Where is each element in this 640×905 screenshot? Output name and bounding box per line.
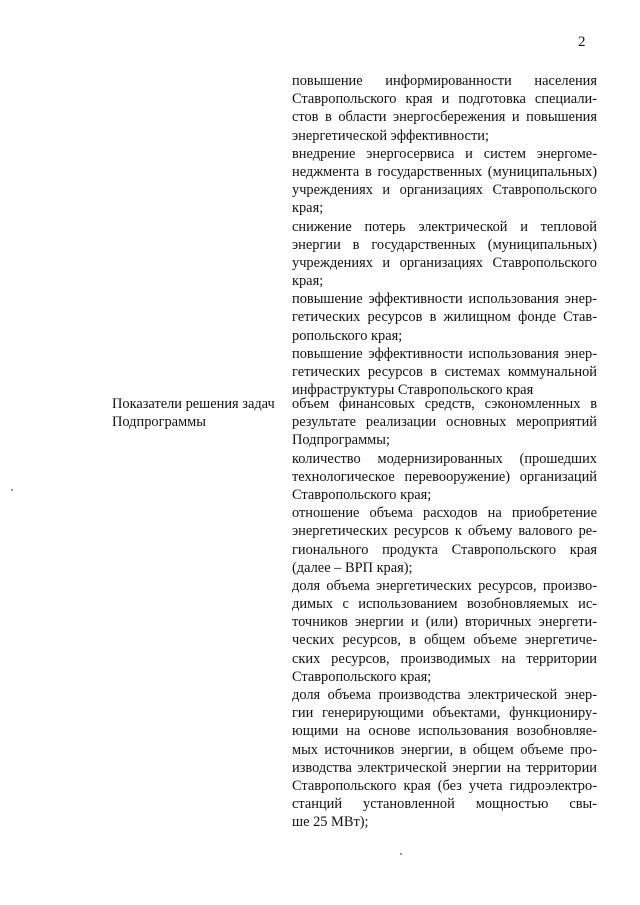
text-line: гетических ресурсов в жилищном фонде Став- — [292, 309, 597, 326]
text-line: мых источников энергии, в общем объеме про- — [292, 741, 597, 758]
text-line: ческих ресурсов, в общем объеме энергетиче- — [292, 632, 597, 649]
text-line: доля объема производства электрической энер- — [292, 687, 597, 703]
text-line: Ставропольского края (без учета гидроэлектро- — [292, 777, 597, 794]
paragraph — [292, 290, 597, 345]
text-line: Ставропольского края и подготовка специали- — [292, 91, 597, 108]
text-line: инфраструктуры Ставропольского края — [292, 382, 534, 399]
text-line: станций установленной мощностью свы- — [292, 796, 597, 813]
text-line: доля объема энергетических ресурсов, произво- — [292, 577, 597, 594]
text-line: повышение информированности населения — [292, 73, 597, 89]
text-line: отношение объема расходов на приобретение — [292, 505, 597, 522]
indicators-content — [292, 395, 597, 832]
indicators-label — [112, 395, 284, 431]
scan-speck — [400, 853, 402, 855]
scan-speck — [11, 489, 13, 491]
text-line: края; — [292, 273, 324, 290]
text-line: повышение эффективности использования энер- — [292, 291, 597, 308]
text-line: Ставропольского края; — [292, 486, 432, 503]
text-line: Ставропольского края; — [292, 668, 432, 685]
text-line: края; — [292, 200, 324, 217]
text-line: количество модернизированных (прошедших — [292, 450, 597, 467]
text-line: гии генерирующими объектами, функциониру- — [292, 705, 597, 722]
text-line: повышение эффективности использования энер- — [292, 345, 597, 362]
text-line: учреждениях и организациях Ставропольского — [292, 182, 597, 199]
text-line: гетических ресурсов в системах коммунальной — [292, 364, 597, 380]
page-number: 2 — [578, 34, 586, 50]
text-line: энергетической эффективности; — [292, 127, 489, 144]
text-line: снижение потерь электрической и тепловой — [292, 218, 597, 235]
text-line: ющими на основе использования возобновляе- — [292, 723, 597, 740]
text-line: энергии в государственных (муниципальных) — [292, 236, 597, 253]
paragraph — [292, 145, 597, 218]
indicators-label-line: Подпрограммы — [112, 414, 206, 431]
text-line: Подпрограммы; — [292, 432, 390, 449]
text-line: стов в области энергосбережения и повышения — [292, 109, 597, 126]
tasks-content — [292, 72, 597, 399]
text-line: гионального продукта Ставропольского края — [292, 541, 597, 558]
text-line: димых с использованием возобновляемых ис- — [292, 596, 597, 613]
text-line: ропольского края; — [292, 327, 403, 344]
text-line: объем финансовых средств, сэкономленных в — [292, 396, 597, 412]
text-line: ских ресурсов, производимых на территории — [292, 650, 597, 667]
text-line: учреждениях и организациях Ставропольского — [292, 254, 597, 271]
paragraph — [292, 345, 597, 400]
paragraph — [292, 577, 597, 686]
text-line: изводства электрической энергии на территории — [292, 759, 597, 776]
paragraph — [292, 218, 597, 291]
paragraph — [292, 686, 597, 832]
text-line: неджмента в государственных (муниципальных) — [292, 163, 597, 180]
text-line: (далее – ВРП края); — [292, 559, 413, 576]
paragraph — [292, 504, 597, 577]
paragraph — [292, 72, 597, 145]
text-line: результате реализации основных мероприятий — [292, 414, 597, 431]
text-line: технологическое перевооружение) организаций — [292, 468, 597, 485]
text-line: ше 25 МВт); — [292, 814, 369, 831]
text-line: внедрение энергосервиса и систем энергоме- — [292, 145, 597, 162]
text-line: точников энергии и (или) вторичных энергети- — [292, 614, 597, 631]
text-line: энергетических ресурсов к объему валового ре- — [292, 523, 597, 540]
paragraph — [292, 450, 597, 505]
indicators-label-line: Показатели решения задач — [112, 396, 275, 412]
paragraph — [292, 395, 597, 450]
